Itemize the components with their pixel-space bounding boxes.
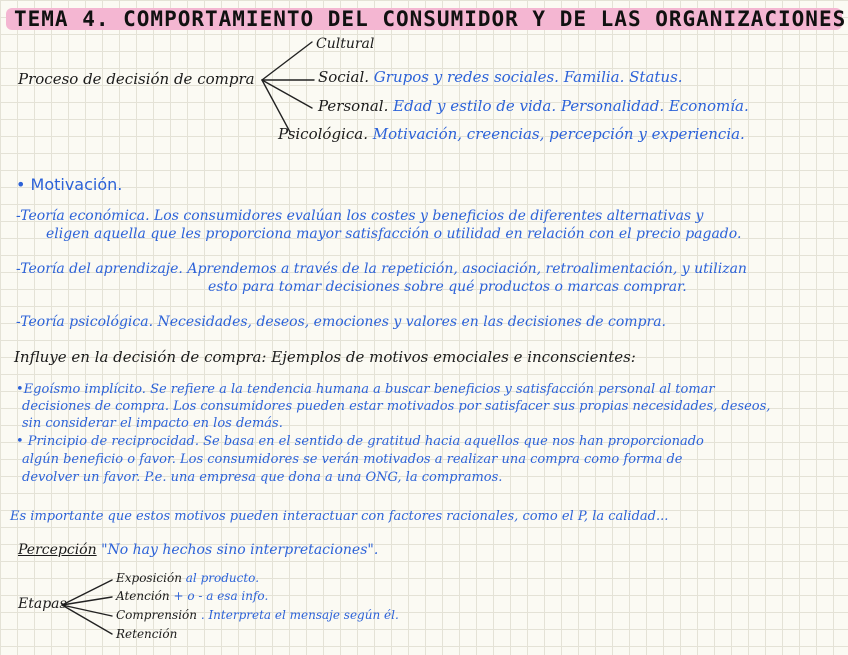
social-label: Social. <box>318 68 370 86</box>
etapa-exposicion <box>116 571 259 585</box>
social-text: Grupos y redes sociales. Familia. Status. <box>373 68 683 86</box>
atencion-label: Atención <box>116 589 170 603</box>
personal-label: Personal. <box>318 97 389 115</box>
percepcion-label: Percepción <box>18 542 97 558</box>
page-title: TEMA 4. COMPORTAMIENTO DEL CONSUMIDOR Y DE LAS ORGANIZACIONES <box>14 7 847 31</box>
etapa-retencion: Retención <box>116 627 178 641</box>
etapa-comprension <box>116 608 399 622</box>
importante-line: Es importante que estos motivos pueden interactuar con factores racionales, como el P, la calidad... <box>10 509 669 524</box>
factor-personal <box>318 97 749 115</box>
psico-label: Psicológica. <box>278 125 368 143</box>
psico-text: Motivación, creencias, percepción y experiencia. <box>372 125 745 143</box>
teoria-economica-line1: -Teoría económica. Los consumidores evalúan los costes y beneficios de diferentes alternativas y <box>16 208 704 224</box>
exposicion-label: Exposición <box>116 571 182 585</box>
motivacion-heading: • Motivación. <box>16 175 123 194</box>
teoria-aprendizaje-line2: esto para tomar decisiones sobre qué productos o marcas comprar. <box>208 279 687 295</box>
etapas-label: Etapas <box>18 596 67 612</box>
factor-psicologica <box>278 125 745 143</box>
egoismo-line1: •Egoísmo implícito. Se refiere a la tendencia humana a buscar beneficios y satisfacción personal al tomar <box>16 382 715 397</box>
egoismo-line3: sin considerar el impacto en los demás. <box>22 416 283 431</box>
influye-line: Influye en la decisión de compra: Ejemplos de motivos emociales e inconscientes: <box>14 348 636 366</box>
reciprocidad-line1: • Principio de reciprocidad. Se basa en el sentido de gratitud hacia aquellos que nos han proporcionado <box>16 434 704 449</box>
reciprocidad-line2: algún beneficio o favor. Los consumidores se verán motivados a realizar una compra como forma de <box>22 452 683 467</box>
comprension-note: . Interpreta el mensaje según él. <box>200 608 399 622</box>
teoria-economica-line2: eligen aquella que les proporciona mayor satisfacción o utilidad en relación con el precio pagado. <box>46 226 742 242</box>
percepcion-quote: "No hay hechos sino interpretaciones". <box>101 542 379 558</box>
reciprocidad-line3: devolver un favor. P.e. una empresa que dona a una ONG, la compramos. <box>22 470 503 485</box>
comprension-label: Comprensión <box>116 608 197 622</box>
teoria-psicologica: -Teoría psicológica. Necesidades, deseos, emociones y valores en las decisiones de compra. <box>16 314 666 330</box>
teoria-aprendizaje-line1: -Teoría del aprendizaje. Aprendemos a través de la repetición, asociación, retroalimentación, y utilizan <box>16 261 747 277</box>
etapa-atencion <box>116 589 268 603</box>
atencion-note: + o - a esa info. <box>173 589 269 603</box>
personal-text: Edad y estilo de vida. Personalidad. Economía. <box>393 97 749 115</box>
exposicion-note: al producto. <box>185 571 260 585</box>
percepcion-line <box>18 542 378 558</box>
factor-cultural: Cultural <box>316 36 375 52</box>
factor-social <box>318 68 683 86</box>
egoismo-line2: decisiones de compra. Los consumidores pueden estar motivados por satisfacer sus propias necesidades, deseos, <box>22 399 771 414</box>
proceso-label: Proceso de decisión de compra <box>18 70 255 88</box>
